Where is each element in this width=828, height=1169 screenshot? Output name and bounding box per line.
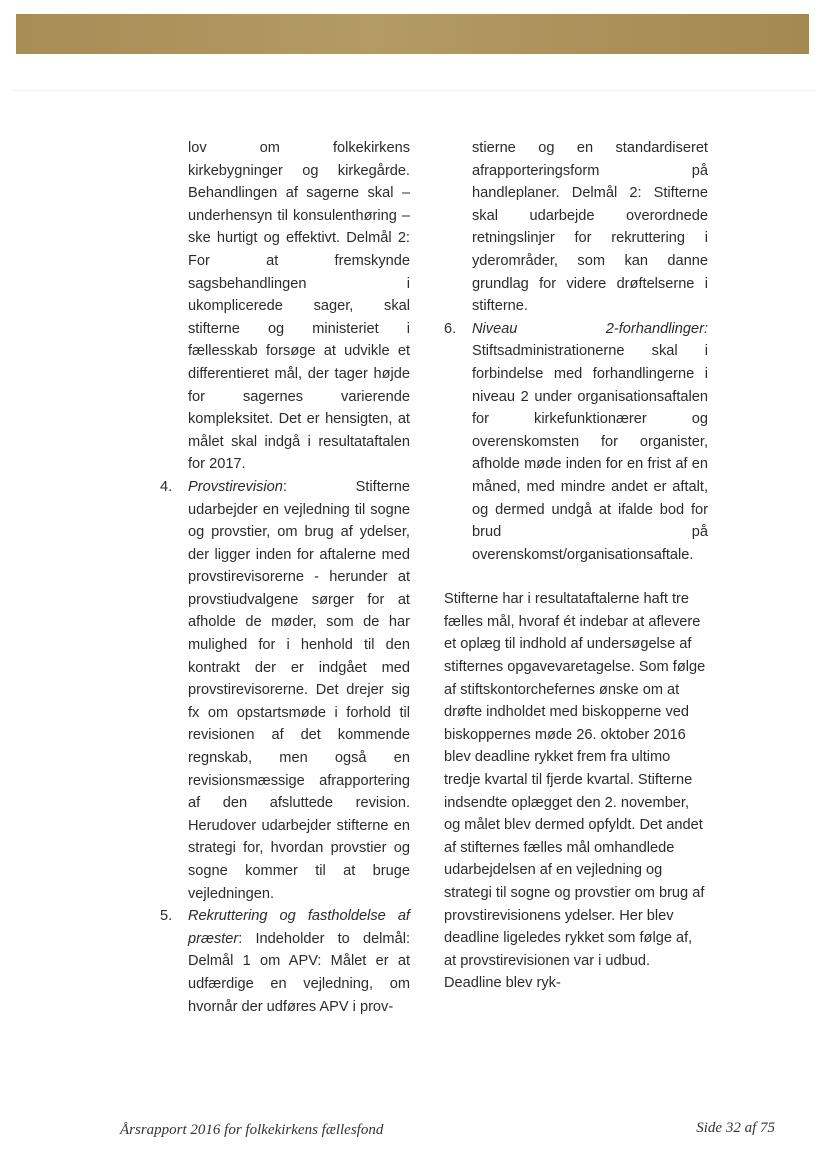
list-number: 4. xyxy=(160,478,173,495)
paragraph-gap xyxy=(444,566,708,588)
left-column xyxy=(160,137,410,1018)
list-item-text: : Indeholder to delmål: Delmål 1 om APV: Målet er at udfærdige en vejledning, om hvornår der udføres APV i prov- xyxy=(188,930,410,1015)
right-column xyxy=(444,137,708,995)
list-number: 6. xyxy=(444,320,457,337)
page-number: Side 32 af 75 xyxy=(696,1120,775,1136)
list-item-title: Provstirevision xyxy=(188,478,283,495)
right-continuation-paragraph: stierne og en standardiseret afrapporteringsform på handleplaner. Delmål 2: Stifterne skal udarbejde overordnede retningslinjer for rekruttering i yderområder, som kan danne grundlag for videre drøftelserne i stifterne. xyxy=(472,140,708,315)
list-item-title: Niveau 2-forhandlinger: xyxy=(472,320,708,337)
left-continuation-paragraph: lov om folkekirkens kirkebygninger og kirkegårde. Behandlingen af sagerne skal – underhensyn til konsulenthøring – ske hurtigt og effektivt. Delmål 2: For at fremskynde sagsbehandlingen i ukomplicerede sager, skal stifterne og ministeriet i fællesskab forsøge at udvikle et differentieret mål, der tager højde for sagernes varierende kompleksitet. Det er hensigten, at målet skal indgå i resultataftalen for 2017. xyxy=(188,140,410,473)
list-item-title: Rekruttering og fastholdelse af præster xyxy=(188,908,410,947)
footer-title: Årsrapport 2016 for folkekirkens fællesfond xyxy=(120,1122,384,1138)
list-item-4 xyxy=(160,476,410,905)
list-item-text: Stiftsadministrationerne skal i forbindelse med forhandlingerne i niveau 2 under organisationsaftalen for kirkefunktionærer og overenskomsten for organister, afholde møde inden for en frist af en måned, med mindre andet er aftalt, og dermed undgå at ifalde bod for brud på overenskomst/organisationsaftale. xyxy=(472,343,708,563)
list-item-5 xyxy=(160,905,410,1018)
list-item-text: : Stifterne udarbejder en vejledning til sogne og provstier, om brug af ydelser, der ligger inden for aftalerne med provstirevisorerne - herunder at provstiudvalgene sørger for at afholde de møder, som de har mulighed for i henhold til den kontrakt der er indgået med provstirevisorerne. Det drejer sig fx om opstartsmøde i forhold til revisionen af det kommende regnskab, men også en revisionsmæssige afrapportering af den afsluttede revision. Herudover udarbejder stifterne en strategi for, hvordan provstier og sogne kommer til at bruge vejledningen. xyxy=(188,478,410,902)
body-paragraph: Stifterne har i resultataftalerne haft tre fælles mål, hvoraf ét indebar at aflevere et oplæg til indhold af undersøgelse af stifternes opgavevaretagelse. Som følge af stiftskontorchefernes ønske om at drøfte indholdet med biskopperne ved biskoppernes møde 26. oktober 2016 blev deadline rykket frem fra ultimo tredje kvartal til fjerde kvartal. Stifterne indsendte oplægget den 2. november, og målet blev dermed opfyldt. Det andet af stifternes fælles mål omhandlede udarbejdelsen af en vejledning og strategi til sogne og provstier om brug af provstirevisionens ydelser. Her blev deadline ligeledes rykket som følge af, at provstirevisionen var i udbud. Deadline blev ryk- xyxy=(444,591,706,992)
list-item-6 xyxy=(444,318,708,567)
header-rule xyxy=(12,90,816,91)
header-band xyxy=(16,14,809,54)
list-number: 5. xyxy=(160,908,173,925)
